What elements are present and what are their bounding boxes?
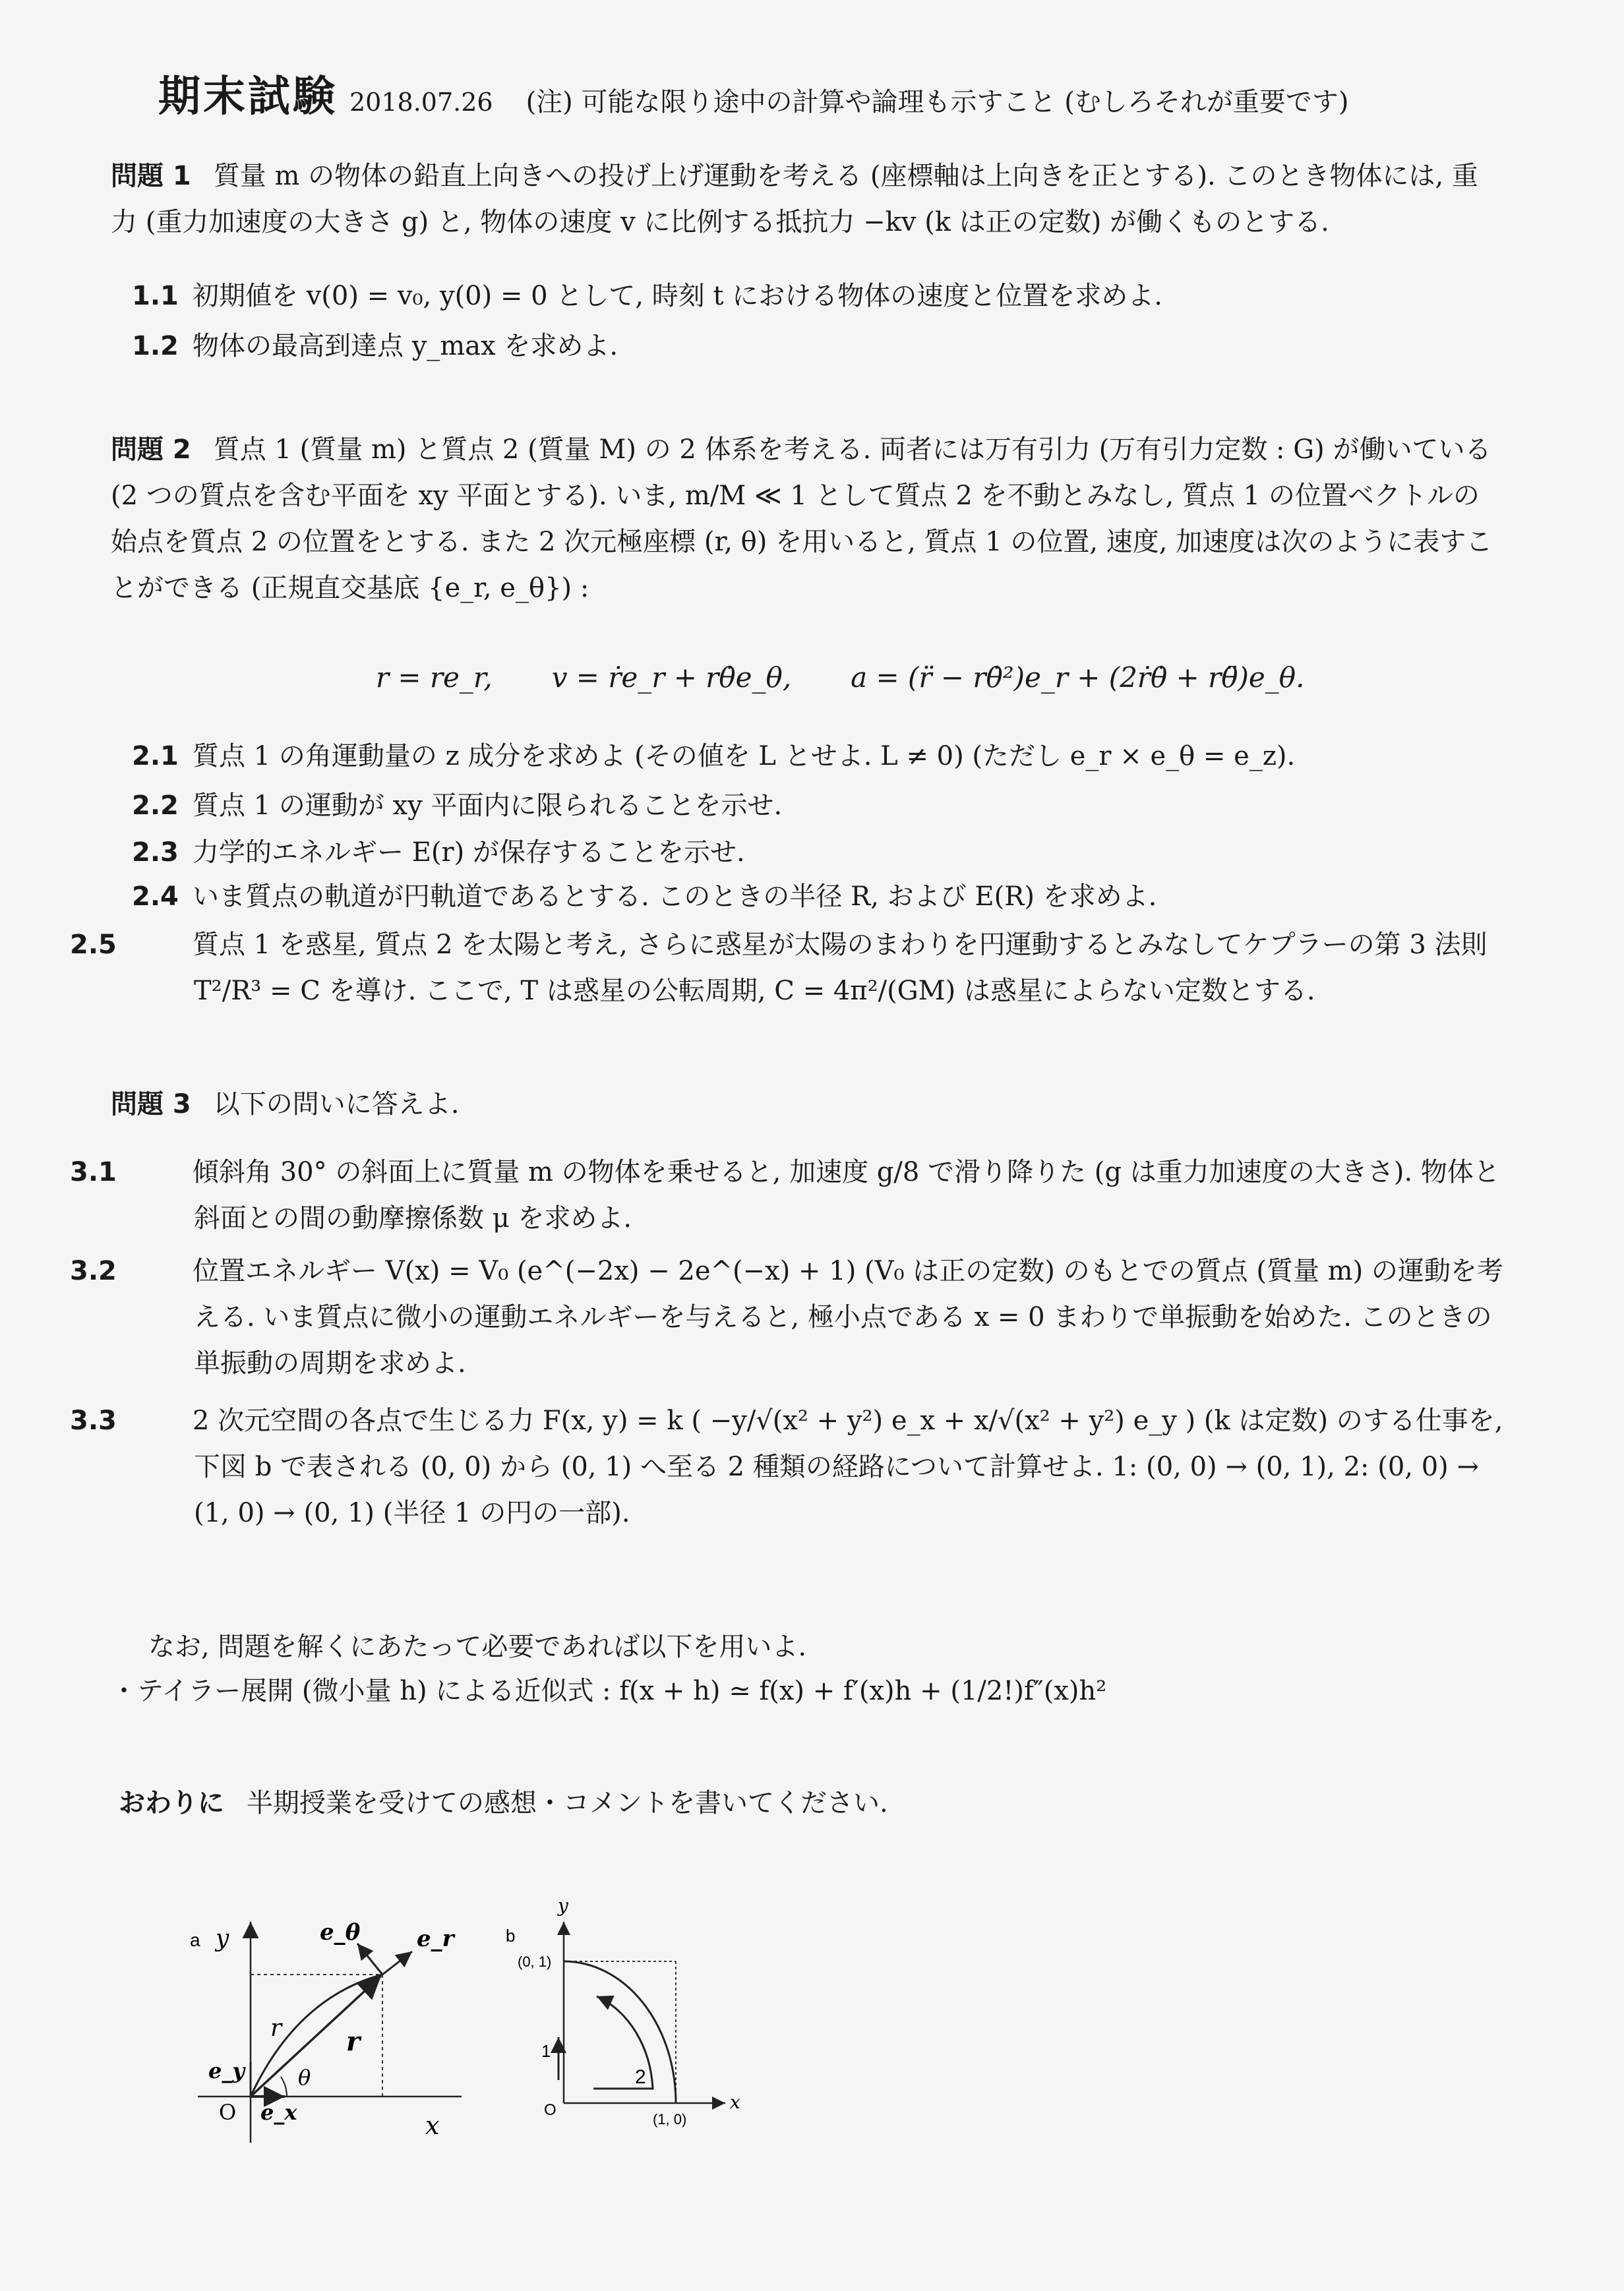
closing (119, 1780, 1510, 1826)
figure-b-y-label: y (558, 1895, 568, 1917)
item-number: 3.1 (70, 1157, 117, 1187)
question-1 (111, 153, 1502, 245)
e-theta-label: e_θ (320, 1919, 361, 1946)
item-text: 2 次元空間の各点で生じる力 F(x, y) = k ( −y/√(x² + y²) e_x + x/√(x² + y²) e_y ) (k は定数) のする仕事を, 下図 b で表される (0, 0) から (0, 1) へ至る 2 種類の経路について計算せよ. 1: (0, 0) → (0, 1), 2: (0, 0) → (1, 0) → (0, 1) (半径 1 の円の一部). (193, 1406, 1503, 1528)
kinematics-formula (376, 661, 1364, 694)
item-number: 2.3 (132, 837, 179, 868)
figure-a (185, 1872, 488, 2162)
question-3-3 (70, 1398, 1503, 1536)
item-text: 質点 1 を惑星, 質点 2 を太陽と考え, さらに惑星が太陽のまわりを円運動するとみなしてケプラーの第 3 法則 T²/R³ = C を導け. ここで, T は惑星の公転周期, C = 4π²/(GM) は惑星によらない定数とする. (193, 930, 1488, 1006)
item-text: 初期値を v(0) = v₀, y(0) = 0 として, 時刻 t における物体の速度と位置を求めよ. (193, 281, 1162, 311)
e-r-vector (382, 1951, 412, 1975)
figure-b-label: b (506, 1926, 516, 1946)
acceleration-formula: a = (r̈ − rθ̇²)e_r + (2ṙθ̇ + rθ̈)e_θ. (851, 661, 1305, 694)
exam-date: 2018.07.26 (349, 88, 493, 117)
figure-b-origin: O (544, 2101, 556, 2119)
item-number: 1.1 (132, 281, 179, 311)
question-1-1 (132, 273, 1503, 319)
item-text: 力学的エネルギー E(r) が保存することを示せ. (193, 837, 745, 868)
exam-header (158, 63, 1348, 123)
exam-title: 期末試験 (158, 73, 338, 121)
point-0-1-label: (0, 1) (518, 1953, 552, 1970)
path-1-label: 1 (541, 2041, 551, 2061)
figure-b-x-label: x (730, 2091, 740, 2113)
item-number: 2.4 (132, 881, 179, 912)
item-text: 物体の最高到達点 y_max を求めよ. (193, 331, 618, 361)
question-1-label: 問題 1 (111, 161, 191, 191)
question-2-text: 質点 1 (質量 m) と質点 2 (質量 M) の 2 体系を考える. 両者には万有引力 (万有引力定数 : G) が働いている (2 つの質点を含む平面を xy 平面とする). いま, m/M ≪ 1 として質点 2 を不動とみなし, 質点 1 の位置ベクトルの始点を質点 2 の位置をとする. また 2 次元極座標 (r, θ) を用いると, 質点 1 の位置, 速度, 加速度は次のように表すことができる (正規直交基底 {e_r, e_θ}) : (111, 434, 1493, 603)
item-text: 位置エネルギー V(x) = V₀ (e^(−2x) − 2e^(−x) + 1) (V₀ は正の定数) のもとでの質点 (質量 m) の運動を考える. いま質点に微小の運動エネルギーを与えると, 極小点である x = 0 まわりで単振動を始めた. このときの単振動の周期を求めよ. (193, 1256, 1503, 1379)
velocity-formula: v = ṙe_r + rθ̇e_θ, (551, 661, 792, 694)
question-3 (111, 1081, 1502, 1127)
question-3-1 (70, 1149, 1503, 1241)
item-text: いま質点の軌道が円軌道であるとする. このときの半径 R, および E(R) を求めよ. (193, 881, 1157, 912)
path-2-label: 2 (635, 2066, 646, 2088)
question-2-2 (132, 783, 1503, 829)
item-number: 3.2 (70, 1256, 117, 1286)
item-number: 3.3 (70, 1406, 117, 1436)
exam-note: (注) 可能な限り途中の計算や論理も示すこと (むしろそれが重要です) (526, 87, 1349, 117)
question-2-4 (132, 874, 1503, 920)
quarter-circle-path (564, 1961, 676, 2103)
r-scalar-label: r (270, 2015, 282, 2042)
question-2-3 (132, 829, 1503, 876)
item-number: 2.2 (132, 790, 179, 821)
question-2-label: 問題 2 (111, 434, 191, 465)
figure-a-y-label: y (216, 1925, 229, 1952)
figure-a-x-label: x (425, 2111, 440, 2140)
question-1-text: 質量 m の物体の鉛直上向きへの投げ上げ運動を考える (座標軸は上向きを正とする). このとき物体には, 重力 (重力加速度の大きさ g) と, 物体の速度 v に比例する抵抗力 −kv (k は正の定数) が働くものとする. (111, 161, 1478, 237)
figure-b (498, 1879, 768, 2143)
item-number: 1.2 (132, 331, 179, 361)
question-1-2 (132, 323, 1503, 369)
item-text: 傾斜角 30° の斜面上に質量 m の物体を乗せると, 加速度 g/8 で滑り降りた (g は重力加速度の大きさ). 物体と斜面との間の動摩擦係数 μ を求めよ. (193, 1157, 1500, 1234)
theta-label: θ (298, 2065, 311, 2090)
question-3-2 (70, 1248, 1503, 1386)
point-1-0-label: (1, 0) (653, 2111, 687, 2127)
taylor-hint: ・テイラー展開 (微小量 h) による近似式 : f(x + h) ≃ f(x) + f′(x)h + (1/2!)f″(x)h² (111, 1676, 1107, 1706)
hint-intro: なお, 問題を解くにあたって必要であれば以下を用いよ. (148, 1632, 807, 1662)
closing-label: おわりに (119, 1788, 224, 1818)
closing-text: 半期授業を受けての感想・コメントを書いてください. (247, 1788, 888, 1818)
item-number: 2.5 (70, 930, 117, 960)
e-y-label: e_y (208, 2058, 245, 2083)
figure-a-label: a (190, 1930, 200, 1950)
r-vector-label: r (346, 2026, 361, 2057)
e-x-label: e_x (260, 2100, 297, 2125)
question-3-text: 以下の問いに答えよ. (213, 1089, 460, 1119)
question-2 (111, 427, 1502, 611)
item-text: 質点 1 の運動が xy 平面内に限られることを示せ. (193, 790, 783, 821)
question-2-5 (70, 922, 1503, 1014)
theta-arc (281, 2077, 287, 2097)
figure-a-origin: O (219, 2100, 237, 2125)
question-3-label: 問題 3 (111, 1089, 191, 1119)
e-theta-vector (357, 1944, 382, 1975)
item-text: 質点 1 の角運動量の z 成分を求めよ (その値を L とせよ. L ≠ 0) (ただし e_r × e_θ = e_z). (193, 741, 1296, 771)
position-formula: r = re_r, (376, 661, 493, 694)
question-2-1 (132, 733, 1503, 779)
item-number: 2.1 (132, 741, 179, 771)
e-r-label: e_r (417, 1926, 454, 1952)
